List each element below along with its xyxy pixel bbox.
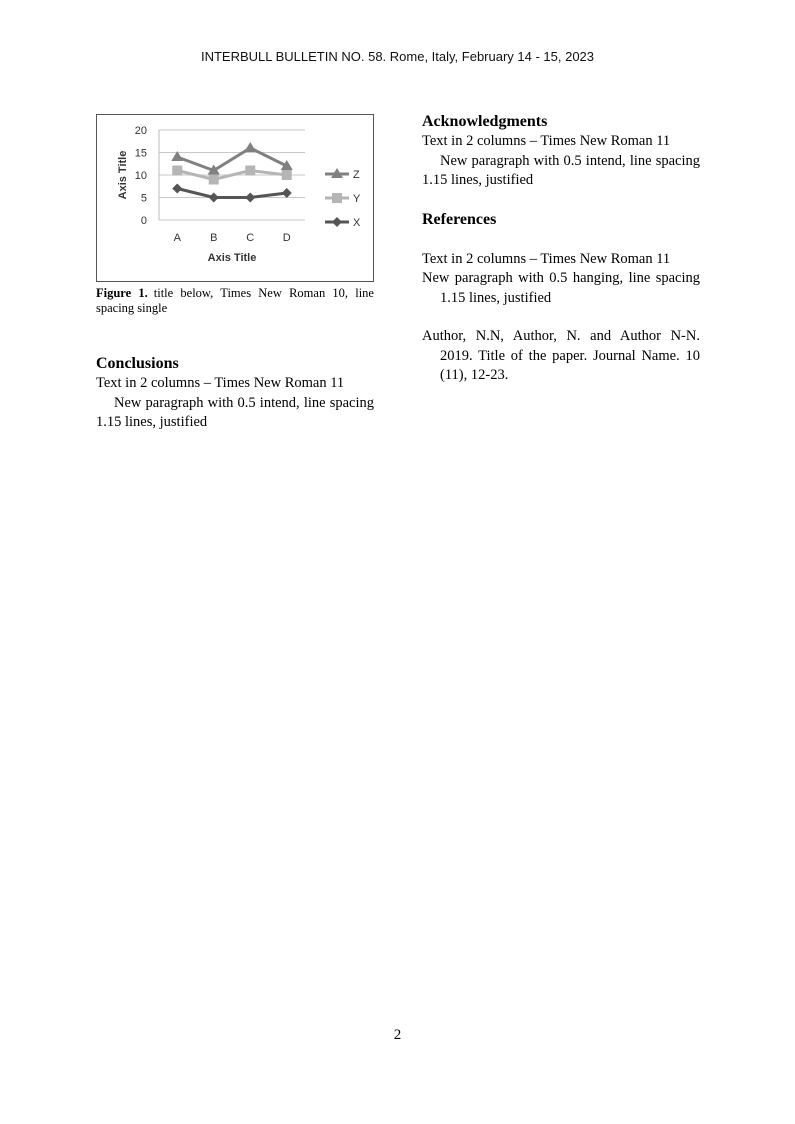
data-point-y xyxy=(245,166,255,176)
legend-marker-y xyxy=(332,193,342,203)
right-column xyxy=(422,112,700,386)
y-tick-label: 0 xyxy=(140,215,147,227)
running-header: INTERBULL BULLETIN NO. 58. Rome, Italy, February 14 - 15, 2023 xyxy=(200,49,595,64)
x-tick-label: D xyxy=(282,232,291,244)
x-tick-label: C xyxy=(246,232,255,244)
data-point-x xyxy=(209,193,219,203)
references-line1: Text in 2 columns – Times New Roman 11 xyxy=(422,250,671,267)
acknowledgments-paragraph: New paragraph with 0.5 intend, line spacing 1.15 lines, justified xyxy=(422,152,700,188)
acknowledgments-line1: Text in 2 columns – Times New Roman 11 xyxy=(422,133,671,149)
y-tick-label: 20 xyxy=(134,125,147,137)
y-tick-label: 10 xyxy=(134,170,147,182)
references-paragraph: New paragraph with 0.5 hanging, line spacing 1.15 lines, justified xyxy=(422,270,700,306)
caption-text: title below, Times New Roman 10, line spacing single xyxy=(96,286,374,315)
data-point-x xyxy=(245,193,255,203)
series-line-x xyxy=(177,189,287,198)
data-point-z xyxy=(244,142,256,152)
data-point-x xyxy=(282,188,292,198)
legend-label-y: Y xyxy=(353,193,361,205)
y-tick-label: 5 xyxy=(140,192,147,205)
legend-label-x: X xyxy=(353,217,361,229)
caption-label: Figure 1. xyxy=(96,286,148,300)
conclusions-line1: Text in 2 columns – Times New Roman 11 xyxy=(96,375,345,391)
reference-entry: Author, N.N, Author, N. and Author N-N. 2019. Title of the paper. Journal Name. 10 (11), 12-23. xyxy=(422,328,700,383)
x-axis-title: Axis Title xyxy=(207,252,257,264)
data-point-y xyxy=(209,175,219,185)
conclusions-heading: Conclusions xyxy=(96,355,179,372)
figure-caption xyxy=(96,286,374,316)
legend-label-z: Z xyxy=(353,169,360,181)
left-column xyxy=(96,114,374,433)
figure-1-chart xyxy=(96,114,374,282)
data-point-y xyxy=(282,170,292,180)
x-tick-label: A xyxy=(173,232,181,244)
line-chart xyxy=(97,115,373,281)
references-heading: References xyxy=(422,210,497,228)
data-point-y xyxy=(172,166,182,176)
y-axis-title: Axis Title xyxy=(117,150,129,200)
acknowledgments-heading: Acknowledgments xyxy=(422,113,548,130)
x-tick-label: B xyxy=(210,232,218,244)
y-tick-label: 15 xyxy=(134,147,147,160)
series-line-z xyxy=(177,148,287,171)
conclusions-paragraph: New paragraph with 0.5 intend, line spacing 1.15 lines, justified xyxy=(96,394,374,430)
legend-marker-x xyxy=(332,217,342,227)
data-point-x xyxy=(172,184,182,194)
page-number: 2 xyxy=(393,1027,402,1043)
